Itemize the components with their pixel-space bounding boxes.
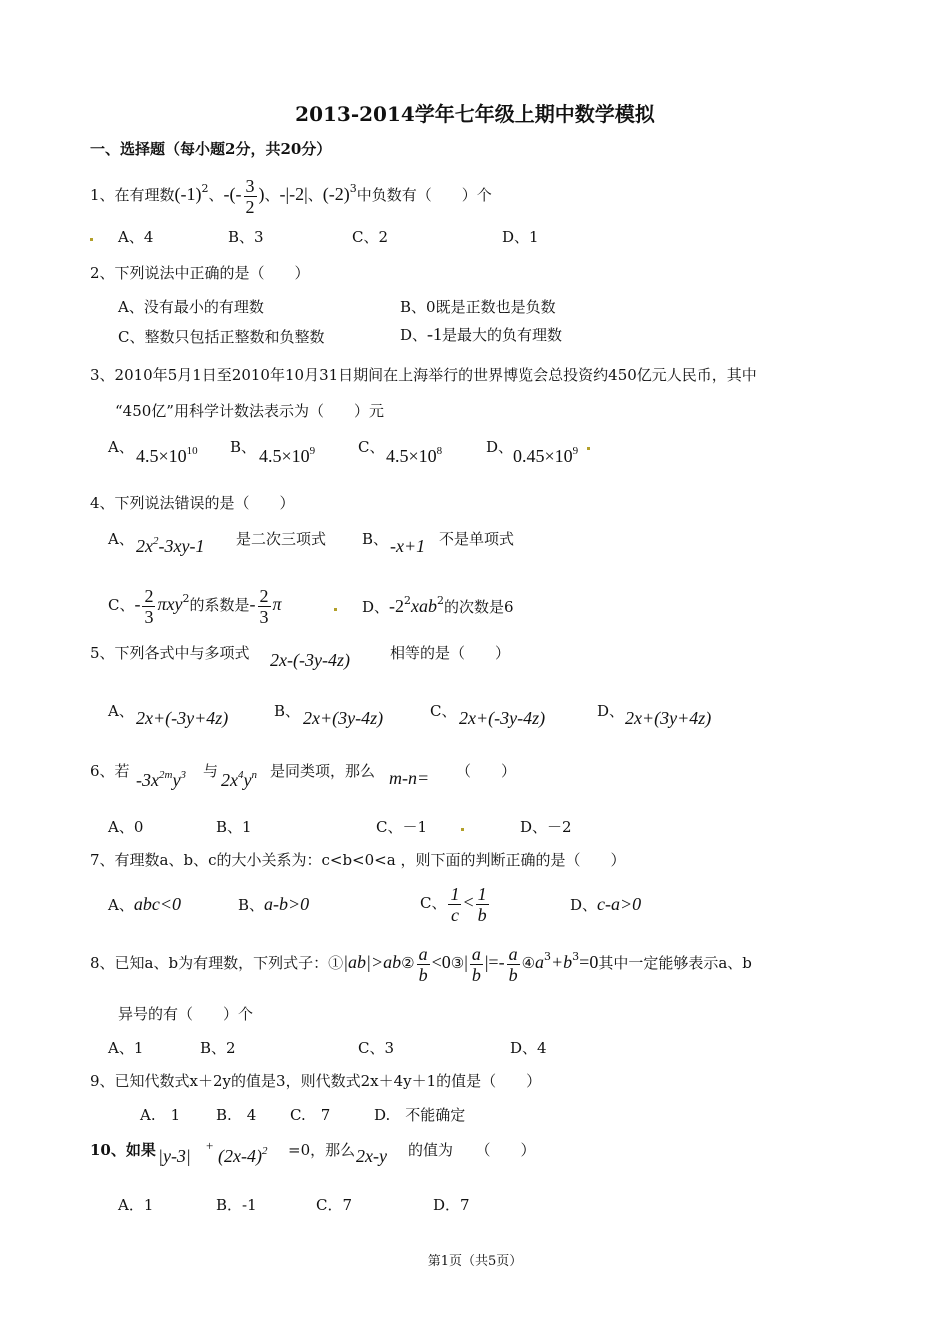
question-10-square: $(2x-4)^2$ [218, 1145, 268, 1166]
question-6-paren: （ ） [456, 762, 517, 780]
question-7-option-a: A、abc<0 [108, 894, 181, 914]
question-7-option-b: B、a-b>0 [238, 894, 310, 914]
question-7-option-c: C、 $\frac{1}{c}$ < $\frac{1}{b}$ [420, 883, 487, 925]
question-8-option-c: C、3 [358, 1039, 395, 1057]
question-5-option-d-label: D、 [597, 702, 625, 720]
scan-speck [334, 608, 337, 611]
question-8-option-a: A、1 [108, 1039, 144, 1057]
question-4-option-c: C、- $\frac{2}{3}$ πxy$^2$的系数是- $\frac{2}{3}$ π [108, 585, 282, 627]
question-5-option-c-label: C、 [430, 702, 457, 720]
question-9-option-c: C. 7 [290, 1106, 331, 1124]
question-2-stem: 2、下列说法中正确的是（ ） [90, 264, 310, 282]
question-6-option-c: C、－1 [376, 818, 428, 836]
question-8-option-d: D、4 [510, 1039, 547, 1057]
question-8-option-b: B、2 [200, 1039, 236, 1057]
question-1-option-c: C、2 [352, 228, 389, 246]
question-2-option-c: C、整数只包括正整数和负整数 [118, 328, 325, 346]
question-7-option-d: D、c-a>0 [570, 894, 642, 914]
question-7-stem: 7、有理数a、b、c的大小关系为：c<b<0<a ，则下面的判断正确的是（ ） [90, 851, 626, 869]
question-10-option-b: B．-1 [216, 1196, 257, 1214]
question-2-option-d: D、-1是最大的负有理数 [400, 324, 563, 344]
question-9-option-d: D. 不能确定 [374, 1106, 466, 1124]
section-heading: 一、选择题（每小题2分，共20分） [90, 140, 332, 158]
question-4-option-a-text: 是二次三项式 [236, 530, 327, 548]
question-3-option-c-label: C、 [358, 438, 385, 456]
question-3-option-a-label: A、 [108, 438, 134, 456]
question-10-prefix: 10、如果 [90, 1141, 156, 1159]
question-6-term-1: $-3x^{2m}y^3$ [136, 769, 186, 790]
question-5-expr: 2x-(-3y-4z) [270, 650, 350, 670]
question-1-option-b: B、3 [228, 228, 264, 246]
question-3-option-b-label: B、 [230, 438, 257, 456]
question-8-stem-line2: 异号的有（ ）个 [118, 1005, 254, 1023]
question-4-option-a-label: A、 [108, 530, 134, 548]
question-2-option-a: A、没有最小的有理数 [118, 298, 264, 316]
question-5-option-c: 2x+(-3y-4z) [459, 708, 546, 728]
question-10-option-a: A．1 [118, 1196, 154, 1214]
question-9-stem: 9、已知代数式x＋2y的值是3，则代数式2x＋4y＋1的值是（ ） [90, 1072, 542, 1090]
scan-speck [461, 828, 464, 831]
question-10-option-d: D．7 [433, 1196, 470, 1214]
question-4-option-b-text: 不是单项式 [439, 530, 515, 548]
page-title: 2013-2014学年七年级上期中数学模拟 [295, 102, 655, 126]
question-5-option-b: 2x+(3y-4z) [303, 708, 384, 728]
question-9-option-b: B. 4 [216, 1106, 257, 1124]
question-6-option-d: D、－2 [520, 818, 572, 836]
question-3-stem-line2: “450亿”用科学计数法表示为（ ）元 [115, 402, 384, 420]
question-6-option-a: A、0 [108, 818, 144, 836]
question-5-stem-suffix: 相等的是（ ） [390, 644, 511, 662]
scan-speck [587, 447, 590, 450]
question-3-option-d: $0.45\times 10^9$ [513, 445, 579, 466]
question-10-expr: 2x-y [356, 1146, 387, 1166]
question-6-stem-mid: 与 [203, 762, 219, 780]
question-3-stem-line1: 3、2010年5月1日至2010年10月31日期间在上海举行的世界博览会总投资约450亿元人民币，其中 [90, 366, 757, 384]
question-3-option-c: $4.5\times 10^8$ [386, 445, 443, 466]
question-4-option-b-math: -x+1 [390, 536, 426, 556]
question-10-suffix: 的值为 （ ） [408, 1141, 536, 1159]
question-10-abs: |y-3| [158, 1146, 191, 1166]
question-6-stem-prefix: 6、若 [90, 762, 130, 780]
question-10-mid: =0，那么 [288, 1141, 356, 1159]
question-1-option-a: A、4 [118, 228, 154, 246]
question-6-stem-suffix: 是同类项，那么 [270, 762, 376, 780]
question-5-option-d: 2x+(3y+4z) [625, 708, 712, 728]
question-3-option-b: $4.5\times 10^9$ [259, 445, 316, 466]
question-4-option-a-math: $2x^2-3xy-1$ [136, 535, 205, 556]
question-4-option-b-label: B、 [362, 530, 389, 548]
question-6-option-b: B、1 [216, 818, 252, 836]
question-10-option-c: C．7 [316, 1196, 353, 1214]
question-9-option-a: A. 1 [140, 1106, 181, 1124]
question-8-stem: 8、已知a、b为有理数，下列式子：①|ab|>ab② $\frac{a}{b}$ <0③| $\frac{a}{b}$ |=- $\frac{a}{b}$ $④a^3+b^3=0$其中一定能够表示a、b [90, 943, 752, 985]
question-10-plus: + [206, 1138, 214, 1153]
fraction-three-halves: $\frac{3}{2}$ [245, 175, 255, 217]
question-1-option-d: D、1 [502, 228, 539, 246]
question-3-option-a: $4.5\times 10^{10}$ [136, 445, 198, 466]
page-footer: 第1页（共5页） [427, 1254, 523, 1269]
question-3-option-d-label: D、 [486, 438, 514, 456]
question-5-option-a-label: A、 [108, 702, 134, 720]
question-1-stem: 1、在有理数$(-1)^2$、-(- $\frac{3}{2}$ )、-|-2|、$(-2)^3$中负数有（ ）个 [90, 175, 492, 217]
question-6-expr: m-n= [389, 768, 430, 788]
question-5-option-b-label: B、 [274, 702, 301, 720]
question-2-option-b: B、0既是正数也是负数 [400, 298, 556, 316]
scan-speck [90, 238, 93, 241]
question-4-option-d: D、$-2^2xab^2$的次数是6 [362, 594, 514, 616]
question-5-option-a: 2x+(-3y+4z) [136, 708, 229, 728]
question-4-stem: 4、下列说法错误的是（ ） [90, 494, 295, 512]
question-5-stem-prefix: 5、下列各式中与多项式 [90, 644, 250, 662]
question-6-term-2: $2x^4y^n$ [221, 769, 257, 790]
